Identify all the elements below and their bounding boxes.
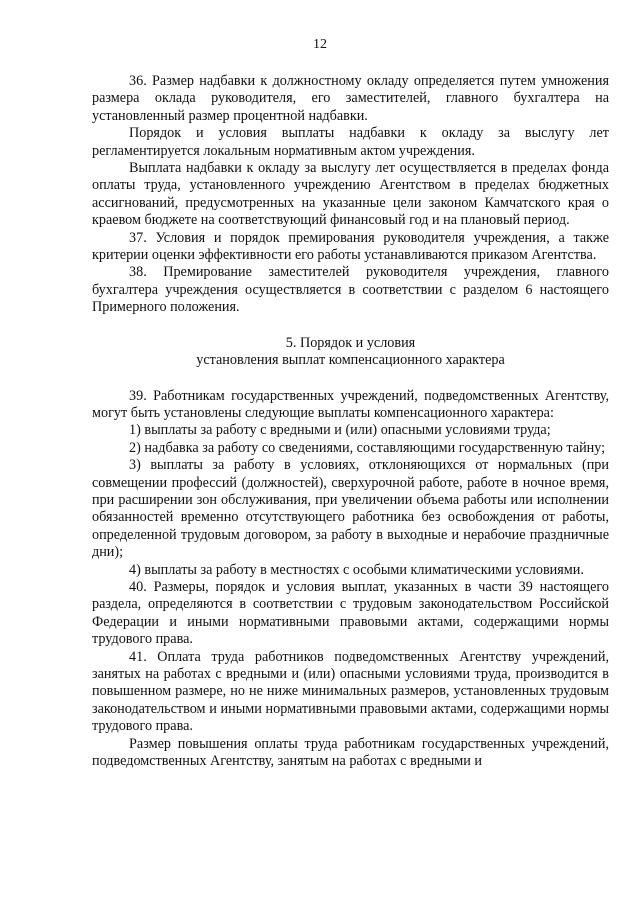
document-body xyxy=(92,73,609,770)
list-item-4: 4) выплаты за работу в местностях с особыми климатическими условиями. xyxy=(129,561,584,578)
list-item-1: 1) выплаты за работу с вредными и (или) опасными условиями труда; xyxy=(129,422,551,439)
paragraph-38: 38. Премирование заместителей руководителя учреждения, главного бухгалтера учреждения осуществляется в соответствии с разделом 6 настоящего Примерного положения. xyxy=(92,264,609,316)
paragraph-37: 37. Условия и порядок премирования руководителя учреждения, а также критерии оценки эффективности его работы устанавливаются приказом Агентства. xyxy=(92,229,609,264)
section-title-line-2: установления выплат компенсационного характера xyxy=(196,352,505,369)
paragraph-41: 41. Оплата труда работников подведомственных Агентству учреждений, занятых на работах с вредными и (или) опасными условиями труда, производится в повышенном размере, но не ниже минимальных размеров, установленных трудовым законодательством и иными нормативными правовыми актами, содержащими нормы трудового права. xyxy=(92,648,609,735)
paragraph-36: 36. Размер надбавки к должностному окладу определяется путем умножения размера оклада руководителя, его заместителей, главного бухгалтера на установленный размер процентной надбавки. xyxy=(92,73,609,124)
section-heading xyxy=(92,335,609,370)
paragraph-36-procedure: Порядок и условия выплаты надбавки к окладу за выслугу лет регламентируется локальным нормативным актом учреждения. xyxy=(92,125,609,159)
paragraph-36-payment: Выплата надбавки к окладу за выслугу лет осуществляется в пределах фонда оплаты труда, установленного учреждению Агентством в пределах бюджетных ассигнований, предусмотренных на указанные цели законом Камчатского края о краевом бюджете на соответствующий финансовый год и на плановый период. xyxy=(92,160,609,229)
paragraph-40: 40. Размеры, порядок и условия выплат, указанных в части 39 настоящего раздела, определяются в соответствии с трудовым законодательством Российской Федерации и иными нормативными правовыми актами, содержащими нормы трудового права. xyxy=(92,578,609,648)
paragraph-39: 39. Работникам государственных учреждений, подведомственных Агентству, могут быть установлены следующие выплаты компенсационного характера: xyxy=(92,387,609,421)
list-item-2: 2) надбавка за работу со сведениями, составляющими государственную тайну; xyxy=(129,439,606,456)
page-number: 12 xyxy=(313,37,327,52)
paragraph-41-increase: Размер повышения оплаты труда работникам государственных учреждений, подведомственных Агентству, занятым на работах с вредными и xyxy=(92,735,609,770)
list-item-3: 3) выплаты за работу в условиях, отклоняющихся от нормальных (при совмещении профессий (должностей), сверхурочной работе, работе в ночное время, при расширении зон обслуживания, при увеличении объема работы или исполнении обязанностей временно отсутствующего работника без освобождения от работы, определенной трудовым договором, за работу в выходные и нерабочие праздничные дни); xyxy=(92,457,609,561)
section-title-line-1: 5. Порядок и условия xyxy=(285,334,416,351)
